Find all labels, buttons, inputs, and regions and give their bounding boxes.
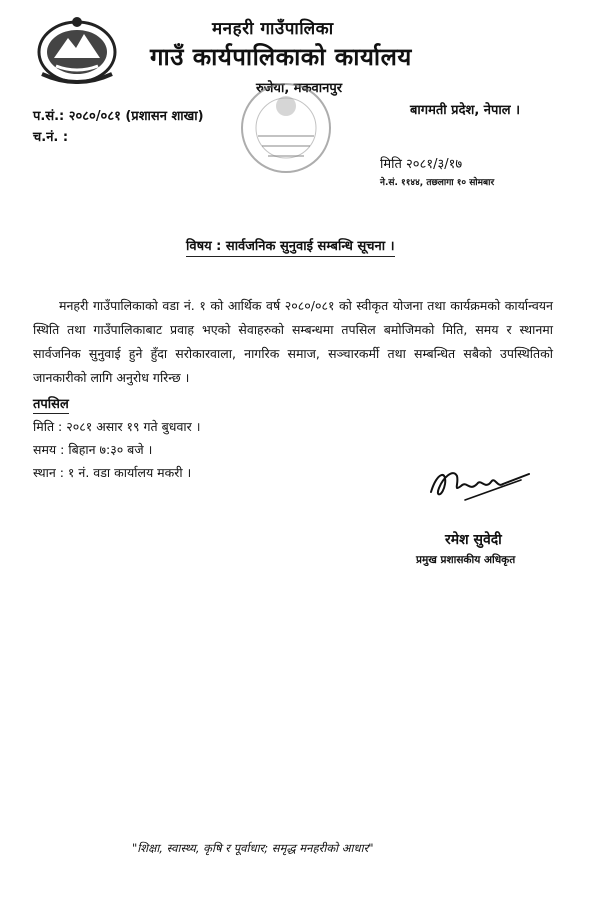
footer-motto: "शिक्षा, स्वास्थ्य, कृषि र पूर्वाधार; समृद्ध मनहरीको आधार" — [132, 841, 374, 855]
dispatch-number: च.नं. : — [33, 130, 69, 145]
hearing-date: मिति : २०८१ असार १९ गते बुधवार । — [33, 419, 201, 434]
signatory-name: रमेश सुवेदी — [445, 532, 502, 548]
office-name: गाउँ कार्यपालिकाको कार्यालय — [150, 43, 412, 71]
hearing-time: समय : बिहान ७:३० बजे । — [33, 442, 153, 457]
letter-date: मिति २०८१/३/१७ — [380, 157, 463, 172]
nepal-sambat-date: ने.सं. ११४४, तछलागा १० सोमबार — [380, 178, 495, 188]
signatory-title: प्रमुख प्रशासकीय अधिकृत — [416, 554, 516, 566]
body-paragraph: मनहरी गाउँपालिकाको वडा नं. १ को आर्थिक वर्ष २०८०/०८१ को स्वीकृत योजना तथा कार्यक्रमको कार्यान्वयन स्थिति तथा गाउँपालिकाबाट प्रवाह भएको सेवाहरुको सम्बन्धमा तपसिल बमोजिमको मिति, समय र स्थानमा सार्वजनिक सुनुवाई हुने हुँदा सरोकारवाला, नागरिक समाज, सञ्चारकर्मी तथा सम्बन्धित सबैको उपस्थितिको जानकारीको लागि अनुरोध गरिन्छ । — [33, 298, 553, 385]
province-label: बागमती प्रदेश, नेपाल । — [410, 103, 521, 118]
reference-number: प.सं.: २०८०/०८१ (प्रशासन शाखा) — [33, 109, 204, 124]
details-heading: तपसिल — [33, 394, 69, 414]
hearing-place: स्थान : १ नं. वडा कार्यालय मकरी । — [33, 465, 192, 480]
nepal-emblem-icon — [36, 14, 118, 84]
office-address: रुजेया, मकवानपुर — [256, 81, 343, 96]
municipality-name: मनहरी गाउँपालिका — [212, 19, 334, 39]
subject-line: विषय : सार्वजनिक सुनुवाई सम्बन्धि सूचना । — [186, 236, 395, 257]
office-stamp-icon — [238, 80, 334, 176]
signature-icon — [425, 462, 535, 507]
